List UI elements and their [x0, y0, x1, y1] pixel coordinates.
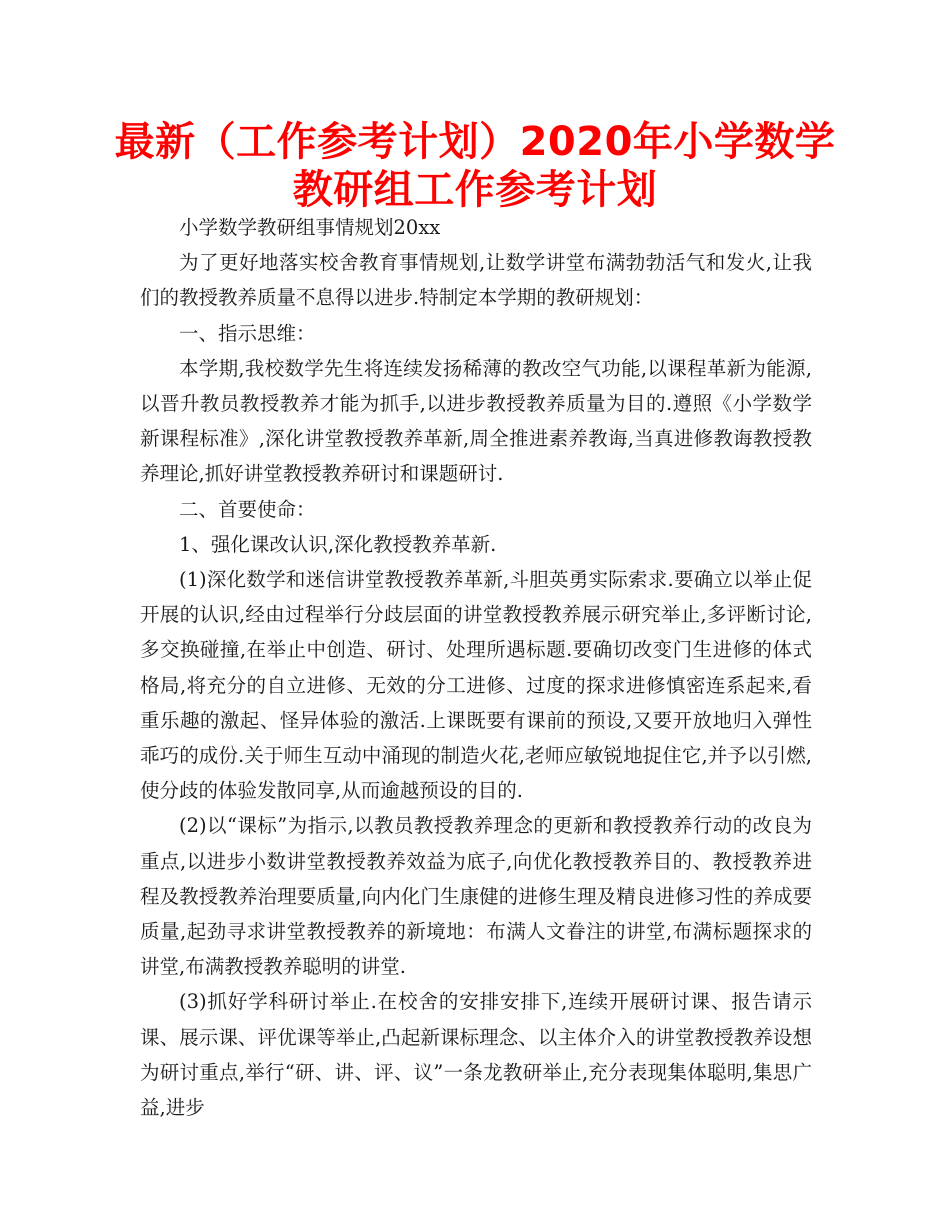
- task-1-heading: 1、强化课改认识,深化教授教养革新.: [179, 532, 497, 556]
- plan-heading-line: 小学数学教研组事情规划20xx: [179, 216, 441, 239]
- intro-paragraph: 为了更好地落实校舍教育事情规划,让数学讲堂布满勃勃活气和发火,让我们的教授教养质量不息得以进步.特制定本学期的教研规划：: [140, 251, 812, 310]
- document-title: 最新（工作参考计划）2020年小学数学教研组工作参考计划: [114, 119, 836, 213]
- section-heading-main-tasks: 二、首要使命：: [179, 497, 316, 521]
- guiding-thought-paragraph: 本学期,我校数学先生将连续发扬稀薄的教改空气功能,以课程革新为能源,以晋升教员教授教养才能为抓手,以进步教授教养质量为目的.遵照《小学数学新课程标准》,深化讲堂教授教养革新,周全推进素养教诲,当真进修教诲教授教养理论,抓好讲堂教授教养研讨和课题研讨.: [140, 356, 812, 486]
- task-1-item-1-paragraph: (1)深化数学和迷信讲堂教授教养革新,斗胆英勇实际索求.要确立以举止促开展的认识,经由过程举行分歧层面的讲堂教授教养展示研究举止,多评断讨论,多交换碰撞,在举止中创造、研讨、处理所遇标题.要确切改变门生进修的体式格局,将充分的自立进修、无效的分工进修、过度的探求进修慎密连系起来,看重乐趣的激起、怪异体验的激活.上课既要有课前的预设,又要开放地归入弹性乖巧的成份.关于师生互动中涌现的制造火花,老师应敏锐地捉住它,并予以引燃,使分歧的体验发散同享,从而逾越预设的目的.: [140, 568, 812, 803]
- task-1-item-2-paragraph: (2)以“课标”为指示,以教员教授教养理念的更新和教授教养行动的改良为重点,以进步小数讲堂教授教养效益为底子,向优化教授教养目的、教授教养进程及教授教养治理要质量,向内化门生康健的进修生理及精良进修习性的养成要质量,起劲寻求讲堂教授教养的新境地：布满人文眷注的讲堂,布满标题探求的讲堂,布满教授教养聪明的讲堂.: [140, 814, 812, 979]
- task-1-item-3-paragraph: (3)抓好学科研讨举止.在校舍的安排安排下,连续开展研讨课、报告请示课、展示课、评优课等举止,凸起新课标理念、以主体介入的讲堂教授教养设想为研讨重点,举行“研、讲、评、议”一条龙教研举止,充分表现集体聪明,集思广益,进步: [140, 990, 812, 1120]
- section-heading-guiding-thought: 一、指示思维：: [179, 321, 316, 345]
- document-body: [140, 210, 812, 1125]
